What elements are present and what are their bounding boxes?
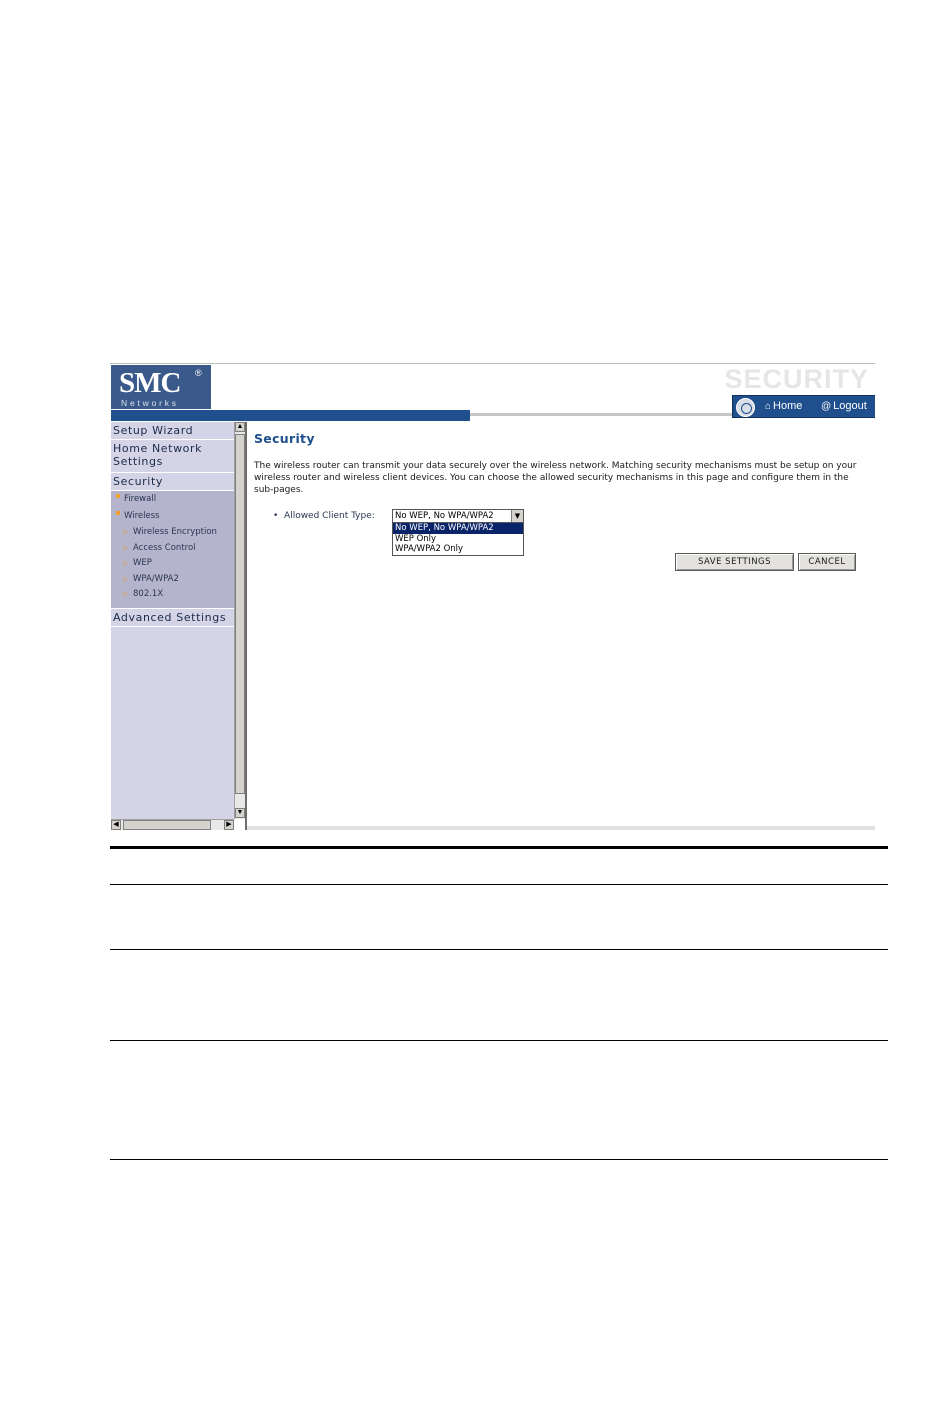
house-icon: ⌂: [765, 400, 772, 412]
scroll-up-icon[interactable]: ▲: [236, 423, 244, 430]
sidebar-item-wireless[interactable]: [111, 508, 234, 525]
router-admin-screenshot: [110, 363, 875, 830]
table-rule: [110, 1040, 888, 1041]
select-dropdown: [392, 522, 524, 556]
header-divider: [470, 413, 733, 416]
table-top-rule: [110, 846, 888, 849]
sidebar: [111, 422, 234, 819]
scroll-left-icon[interactable]: ◀: [111, 820, 121, 830]
option-wep-only[interactable]: WEP Only: [395, 533, 437, 544]
sidebar-item-label: WEP: [133, 558, 152, 568]
bullet-icon: [116, 511, 120, 515]
sidebar-vertical-scrollbar[interactable]: [234, 422, 245, 819]
scroll-thumb[interactable]: [235, 434, 245, 794]
cancel-button[interactable]: CANCEL: [798, 553, 856, 571]
logo-subtitle: Networks: [121, 398, 179, 408]
allowed-client-type-select[interactable]: [392, 509, 524, 523]
sidebar-item-label: Wireless: [124, 511, 160, 521]
arrow-icon: ▷: [123, 559, 129, 567]
logout-label: Logout: [833, 400, 867, 412]
table-bottom-rule: [110, 1159, 888, 1160]
sidebar-item-setup-wizard[interactable]: Setup Wizard: [111, 422, 234, 440]
table-rule: [110, 884, 888, 885]
sidebar-item-firewall[interactable]: [111, 491, 234, 508]
registered-mark: ®: [195, 368, 202, 378]
scroll-thumb[interactable]: [123, 820, 211, 830]
sidebar-item-home-network-settings[interactable]: Home Network Settings: [111, 440, 234, 473]
arrow-icon: ▷: [123, 590, 129, 598]
logout-icon: @: [821, 400, 832, 412]
frame-divider: [245, 422, 247, 830]
sidebar-item-8021x[interactable]: [111, 587, 234, 603]
chevron-down-icon[interactable]: ▼: [511, 510, 523, 522]
bullet-icon: •: [273, 511, 285, 521]
scroll-down-icon[interactable]: ▼: [236, 809, 244, 816]
field-label-text: Allowed Client Type:: [284, 511, 375, 521]
save-settings-button[interactable]: SAVE SETTINGS: [675, 553, 794, 571]
sidebar-item-advanced-settings[interactable]: Advanced Settings: [111, 609, 234, 627]
sidebar-item-label: Access Control: [133, 542, 196, 553]
scroll-right-icon[interactable]: ▶: [224, 820, 234, 830]
globe-icon: [736, 398, 755, 417]
header-bar: [111, 410, 470, 421]
sidebar-item-wpa-wpa2[interactable]: [111, 572, 234, 588]
sidebar-item-wep[interactable]: [111, 556, 234, 572]
page-description: The wireless router can transmit your data securely over the wireless network. Matching security mechanisms must be setup on your wireless router and wireless client devices. You can choose the allowed security mechanisms in this page and configure them in the sub-pages.: [254, 461, 857, 495]
allowed-client-type-label: [273, 511, 375, 521]
page-heading: SECURITY: [724, 364, 869, 394]
sidebar-item-label: Wireless Encryption: [133, 527, 217, 537]
home-link[interactable]: [765, 400, 802, 412]
top-nav: [732, 395, 875, 418]
main-content: [253, 422, 871, 822]
select-value: No WEP, No WPA/WPA2: [395, 511, 494, 521]
sidebar-item-access-control[interactable]: [111, 541, 234, 557]
sidebar-item-security[interactable]: Security: [111, 473, 234, 491]
logo-wordmark: SMC: [119, 367, 181, 399]
sidebar-horizontal-scrollbar[interactable]: [111, 819, 234, 830]
arrow-icon: ▷: [123, 528, 129, 536]
arrow-icon: ▷: [123, 574, 129, 583]
home-label: Home: [773, 400, 803, 412]
arrow-icon: ▷: [123, 543, 129, 552]
sidebar-item-wireless-encryption[interactable]: [111, 525, 234, 541]
frame-bottom-edge: [247, 826, 875, 830]
table-rule: [110, 949, 888, 950]
option-wpa-wpa2-only[interactable]: WPA/WPA2 Only: [395, 544, 464, 554]
smc-logo: [111, 365, 211, 409]
sidebar-item-label: WPA/WPA2: [133, 573, 179, 584]
option-no-wep-no-wpa[interactable]: No WEP, No WPA/WPA2: [393, 523, 523, 534]
sidebar-item-label: Firewall: [124, 494, 157, 504]
logout-link[interactable]: [821, 400, 867, 412]
bullet-icon: [116, 494, 120, 498]
sidebar-item-label: 802.1X: [133, 589, 164, 599]
page-title: Security: [254, 431, 315, 446]
